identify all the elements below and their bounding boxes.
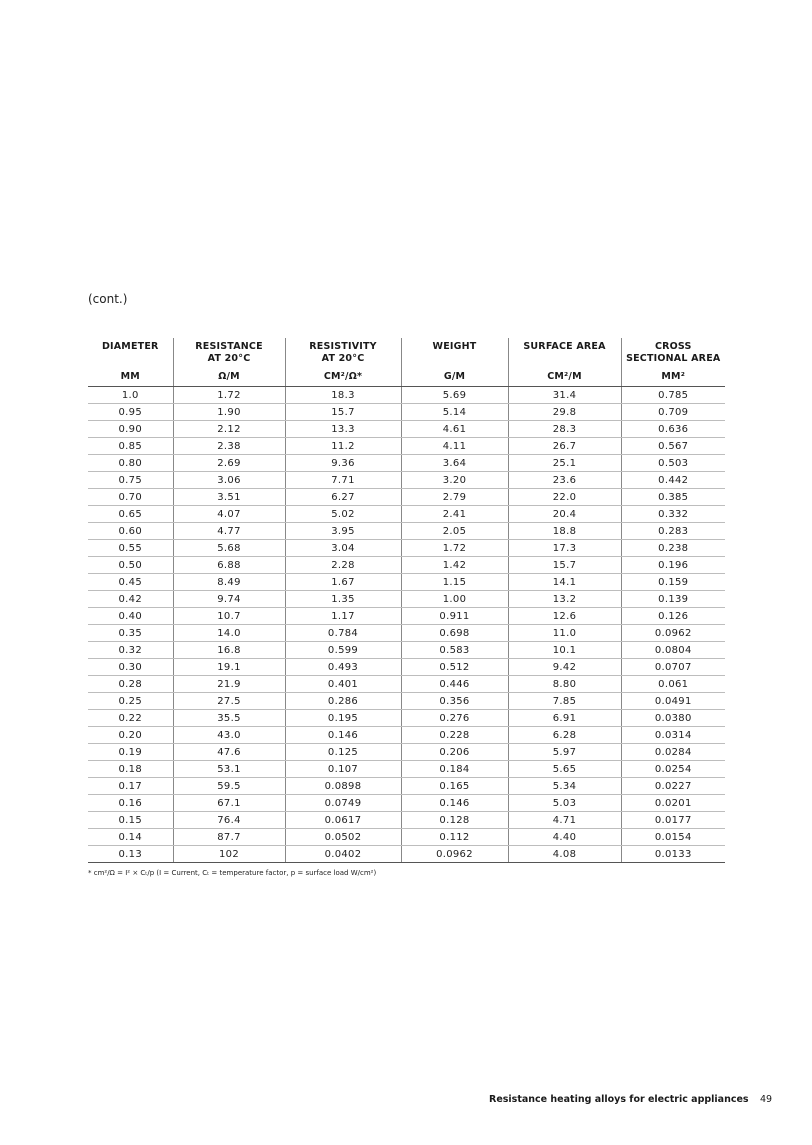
cell-weight: 3.20 [401,472,508,489]
cell-diameter: 0.16 [88,795,173,812]
cell-resistance: 16.8 [173,642,285,659]
cell-resistance: 8.49 [173,574,285,591]
table-body [88,387,725,863]
cell-diameter: 0.22 [88,710,173,727]
table-header-row [88,338,725,369]
cell-weight: 5.14 [401,404,508,421]
cell-cross-sectional-area: 0.0284 [621,744,725,761]
cell-diameter: 0.13 [88,846,173,863]
cell-diameter: 0.85 [88,438,173,455]
table-row [88,421,725,438]
table-row [88,710,725,727]
cell-weight: 0.165 [401,778,508,795]
cell-resistivity: 6.27 [285,489,401,506]
cell-resistance: 59.5 [173,778,285,795]
cell-cross-sectional-area: 0.442 [621,472,725,489]
cell-cross-sectional-area: 0.0314 [621,727,725,744]
cell-cross-sectional-area: 0.332 [621,506,725,523]
header-resistance: RESISTANCE AT 20°C [173,338,285,369]
table-row [88,676,725,693]
cell-resistivity: 3.95 [285,523,401,540]
cell-surface-area: 4.71 [508,812,621,829]
table-row [88,778,725,795]
cell-resistance: 4.07 [173,506,285,523]
cell-cross-sectional-area: 0.0707 [621,659,725,676]
cell-resistivity: 0.493 [285,659,401,676]
cell-diameter: 0.32 [88,642,173,659]
cell-resistance: 102 [173,846,285,863]
cell-cross-sectional-area: 0.0154 [621,829,725,846]
table-row [88,472,725,489]
cell-cross-sectional-area: 0.503 [621,455,725,472]
cell-resistance: 76.4 [173,812,285,829]
cell-surface-area: 8.80 [508,676,621,693]
header-weight: WEIGHT [401,338,508,369]
cell-weight: 1.00 [401,591,508,608]
cell-surface-area: 31.4 [508,387,621,404]
cell-cross-sectional-area: 0.385 [621,489,725,506]
cell-resistance: 2.12 [173,421,285,438]
cell-cross-sectional-area: 0.0380 [621,710,725,727]
cell-resistivity: 1.17 [285,608,401,625]
cell-surface-area: 9.42 [508,659,621,676]
cell-diameter: 0.35 [88,625,173,642]
cell-resistivity: 0.146 [285,727,401,744]
table-row [88,523,725,540]
table-row [88,608,725,625]
cell-diameter: 0.75 [88,472,173,489]
cell-cross-sectional-area: 0.283 [621,523,725,540]
cell-resistance: 1.90 [173,404,285,421]
cell-surface-area: 10.1 [508,642,621,659]
cell-weight: 2.05 [401,523,508,540]
cell-resistance: 3.06 [173,472,285,489]
table-row [88,438,725,455]
table-row [88,455,725,472]
table-row [88,557,725,574]
cell-diameter: 0.28 [88,676,173,693]
cell-diameter: 0.18 [88,761,173,778]
cell-resistance: 10.7 [173,608,285,625]
cell-diameter: 0.15 [88,812,173,829]
cell-weight: 4.61 [401,421,508,438]
table-row [88,659,725,676]
cell-resistance: 4.77 [173,523,285,540]
cell-surface-area: 7.85 [508,693,621,710]
cell-resistivity: 18.3 [285,387,401,404]
table-row [88,625,725,642]
cell-resistance: 47.6 [173,744,285,761]
cell-resistivity: 13.3 [285,421,401,438]
cell-resistivity: 11.2 [285,438,401,455]
cell-weight: 0.112 [401,829,508,846]
cell-weight: 2.41 [401,506,508,523]
cell-cross-sectional-area: 0.0177 [621,812,725,829]
cell-surface-area: 13.2 [508,591,621,608]
cell-surface-area: 15.7 [508,557,621,574]
cell-weight: 0.228 [401,727,508,744]
table-row [88,812,725,829]
cell-diameter: 0.14 [88,829,173,846]
header-cross-sectional-area: CROSS SECTIONAL AREA [621,338,725,369]
cell-resistivity: 0.125 [285,744,401,761]
cell-resistance: 19.1 [173,659,285,676]
table-row [88,727,725,744]
cell-resistance: 35.5 [173,710,285,727]
cell-cross-sectional-area: 0.0254 [621,761,725,778]
cell-weight: 0.583 [401,642,508,659]
cell-resistance: 9.74 [173,591,285,608]
cell-weight: 1.42 [401,557,508,574]
unit-resistivity: CM²/Ω* [285,369,401,387]
cell-weight: 0.512 [401,659,508,676]
cell-diameter: 0.65 [88,506,173,523]
cell-surface-area: 29.8 [508,404,621,421]
cell-resistance: 2.69 [173,455,285,472]
cell-cross-sectional-area: 0.238 [621,540,725,557]
table-row [88,829,725,846]
table-row [88,540,725,557]
cell-diameter: 0.45 [88,574,173,591]
cell-diameter: 0.19 [88,744,173,761]
cell-resistivity: 3.04 [285,540,401,557]
table-row [88,574,725,591]
cell-resistance: 1.72 [173,387,285,404]
cell-cross-sectional-area: 0.139 [621,591,725,608]
table-row [88,761,725,778]
cell-weight: 0.146 [401,795,508,812]
cell-weight: 0.128 [401,812,508,829]
cell-surface-area: 5.65 [508,761,621,778]
cell-diameter: 0.80 [88,455,173,472]
cell-cross-sectional-area: 0.0227 [621,778,725,795]
cell-weight: 0.276 [401,710,508,727]
unit-weight: G/M [401,369,508,387]
cell-resistivity: 0.195 [285,710,401,727]
footnote: * cm²/Ω = I² × Cₜ/p (I = Current, Cₜ = temperature factor, p = surface load W/cm²) [88,869,377,877]
table-row [88,744,725,761]
cell-resistivity: 15.7 [285,404,401,421]
table-row [88,642,725,659]
header-diameter: DIAMETER [101,341,159,352]
cell-surface-area: 17.3 [508,540,621,557]
cell-diameter: 0.55 [88,540,173,557]
unit-cross-sectional-area: MM² [621,369,725,387]
cell-cross-sectional-area: 0.0962 [621,625,725,642]
cell-surface-area: 5.34 [508,778,621,795]
cell-weight: 0.0962 [401,846,508,863]
cell-diameter: 1.0 [88,387,173,404]
cell-diameter: 0.25 [88,693,173,710]
cell-surface-area: 25.1 [508,455,621,472]
cell-surface-area: 11.0 [508,625,621,642]
cell-surface-area: 28.3 [508,421,621,438]
cell-diameter: 0.70 [88,489,173,506]
unit-resistance: Ω/M [173,369,285,387]
unit-diameter: MM [88,369,173,387]
cell-surface-area: 12.6 [508,608,621,625]
header-resistivity: RESISTIVITY AT 20°C [285,338,401,369]
cell-weight: 0.184 [401,761,508,778]
cell-weight: 0.206 [401,744,508,761]
table-unit-row [88,369,725,387]
cell-surface-area: 26.7 [508,438,621,455]
cell-weight: 1.72 [401,540,508,557]
wire-properties-table [88,338,725,863]
cell-cross-sectional-area: 0.0133 [621,846,725,863]
cell-weight: 1.15 [401,574,508,591]
cell-resistance: 2.38 [173,438,285,455]
cell-cross-sectional-area: 0.126 [621,608,725,625]
cell-diameter: 0.42 [88,591,173,608]
cell-diameter: 0.30 [88,659,173,676]
cell-surface-area: 6.91 [508,710,621,727]
cell-diameter: 0.95 [88,404,173,421]
table-row [88,846,725,863]
cell-surface-area: 4.08 [508,846,621,863]
cell-cross-sectional-area: 0.061 [621,676,725,693]
cell-resistance: 87.7 [173,829,285,846]
cell-surface-area: 22.0 [508,489,621,506]
cell-cross-sectional-area: 0.0491 [621,693,725,710]
table-row [88,506,725,523]
cell-weight: 0.356 [401,693,508,710]
cell-surface-area: 18.8 [508,523,621,540]
cell-resistivity: 0.599 [285,642,401,659]
cell-resistivity: 1.67 [285,574,401,591]
cell-diameter: 0.17 [88,778,173,795]
cell-resistivity: 1.35 [285,591,401,608]
cell-resistance: 5.68 [173,540,285,557]
cell-resistance: 27.5 [173,693,285,710]
cell-resistivity: 7.71 [285,472,401,489]
table-row [88,591,725,608]
cell-weight: 0.911 [401,608,508,625]
cell-weight: 4.11 [401,438,508,455]
table-row [88,387,725,404]
cell-resistance: 3.51 [173,489,285,506]
cell-diameter: 0.90 [88,421,173,438]
cell-resistivity: 0.0898 [285,778,401,795]
cell-diameter: 0.20 [88,727,173,744]
cell-surface-area: 20.4 [508,506,621,523]
cell-cross-sectional-area: 0.159 [621,574,725,591]
cell-resistivity: 0.0617 [285,812,401,829]
cell-cross-sectional-area: 0.785 [621,387,725,404]
cell-resistivity: 0.0502 [285,829,401,846]
footer-title: Resistance heating alloys for electric appliances [489,1094,749,1105]
continuation-label: (cont.) [88,292,128,306]
cell-resistance: 67.1 [173,795,285,812]
cell-surface-area: 14.1 [508,574,621,591]
cell-weight: 0.446 [401,676,508,693]
cell-surface-area: 23.6 [508,472,621,489]
cell-resistance: 21.9 [173,676,285,693]
cell-resistivity: 0.286 [285,693,401,710]
cell-surface-area: 5.03 [508,795,621,812]
cell-resistivity: 5.02 [285,506,401,523]
cell-weight: 3.64 [401,455,508,472]
table-row [88,795,725,812]
page-number: 49 [760,1094,773,1105]
cell-weight: 2.79 [401,489,508,506]
cell-resistivity: 0.401 [285,676,401,693]
cell-cross-sectional-area: 0.636 [621,421,725,438]
cell-cross-sectional-area: 0.0201 [621,795,725,812]
cell-cross-sectional-area: 0.0804 [621,642,725,659]
cell-diameter: 0.60 [88,523,173,540]
cell-weight: 0.698 [401,625,508,642]
cell-diameter: 0.50 [88,557,173,574]
cell-surface-area: 4.40 [508,829,621,846]
cell-resistance: 53.1 [173,761,285,778]
header-surface-area: SURFACE AREA [508,338,621,369]
cell-cross-sectional-area: 0.709 [621,404,725,421]
cell-surface-area: 5.97 [508,744,621,761]
table-row [88,404,725,421]
cell-resistance: 6.88 [173,557,285,574]
table-row [88,489,725,506]
cell-resistivity: 0.0749 [285,795,401,812]
cell-surface-area: 6.28 [508,727,621,744]
cell-weight: 5.69 [401,387,508,404]
cell-cross-sectional-area: 0.196 [621,557,725,574]
unit-surface-area: CM²/M [508,369,621,387]
cell-resistivity: 0.784 [285,625,401,642]
cell-resistivity: 0.107 [285,761,401,778]
cell-resistance: 14.0 [173,625,285,642]
table-row [88,693,725,710]
cell-diameter: 0.40 [88,608,173,625]
cell-resistance: 43.0 [173,727,285,744]
cell-resistivity: 9.36 [285,455,401,472]
cell-resistivity: 0.0402 [285,846,401,863]
cell-cross-sectional-area: 0.567 [621,438,725,455]
cell-resistivity: 2.28 [285,557,401,574]
